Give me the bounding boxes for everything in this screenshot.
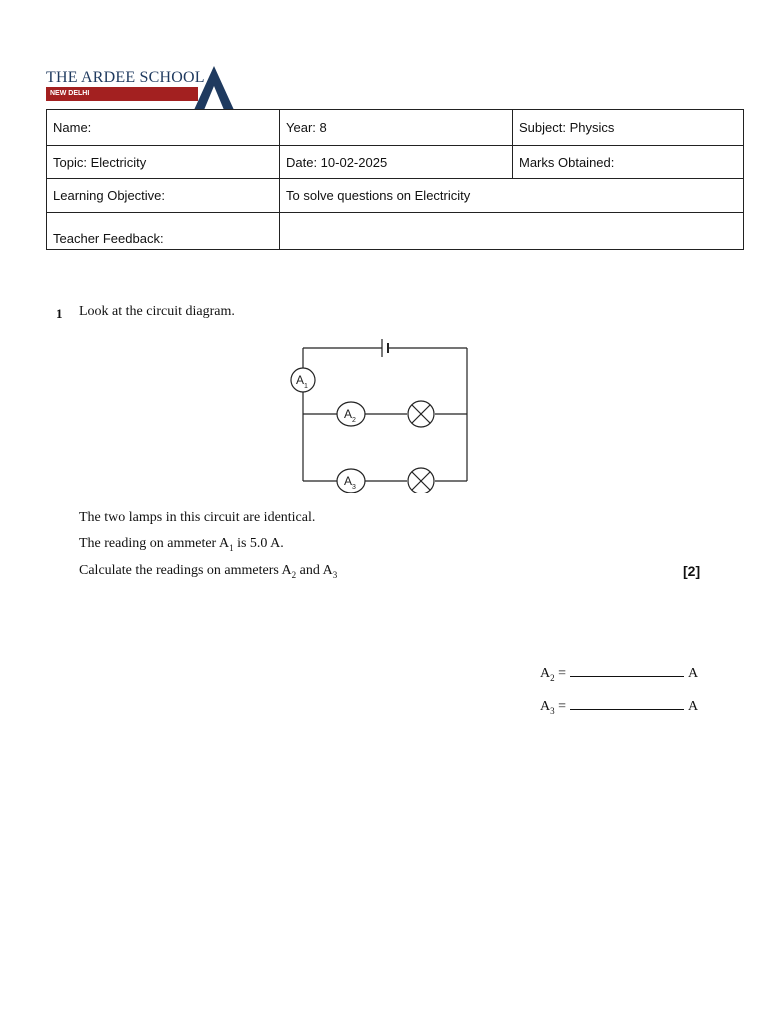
objective-label-cell: Learning Objective: [47, 179, 280, 213]
year-cell: Year: 8 [280, 110, 513, 146]
name-cell: Name: [47, 110, 280, 146]
student-info-table [46, 109, 744, 250]
school-logo [46, 66, 236, 112]
feedback-label-cell: Teacher Feedback: [47, 213, 280, 250]
school-name: THE ARDEE SCHOOL [46, 69, 205, 86]
ammeter-3-label: $A_3$ [344, 474, 356, 491]
ammeter-2-label: $A_2$ [344, 407, 356, 424]
answer-a2-row: $A_2 = A$ [540, 666, 699, 683]
feedback-value-cell[interactable] [280, 213, 744, 250]
question-line-3: Calculate the readings on ammeters $A_2$ and $A_3$ [79, 563, 338, 580]
circuit-diagram [270, 333, 480, 493]
date-cell: Date: 10-02-2025 [280, 146, 513, 179]
question-line-1: The two lamps in this circuit are identical. [79, 510, 316, 525]
marks-obtained-cell: Marks Obtained: [513, 146, 744, 179]
answer-a3-blank[interactable] [570, 697, 684, 710]
marks-badge: [2] [683, 563, 701, 579]
question-intro: Look at the circuit diagram. [79, 304, 235, 319]
topic-cell: Topic: Electricity [47, 146, 280, 179]
question-line-2: The reading on ammeter $A_1$ is 5.0 A. [79, 536, 284, 553]
subject-cell: Subject: Physics [513, 110, 744, 146]
ammeter-1-label: $A_1$ [296, 373, 308, 390]
answer-a3-row: $A_3 = A$ [540, 699, 699, 716]
answer-a2-blank[interactable] [570, 664, 684, 677]
school-location: NEW DELHI [46, 87, 198, 101]
question-number: 1 [56, 306, 63, 321]
objective-value-cell: To solve questions on Electricity [280, 179, 744, 213]
school-logo-mark-icon [194, 66, 234, 110]
